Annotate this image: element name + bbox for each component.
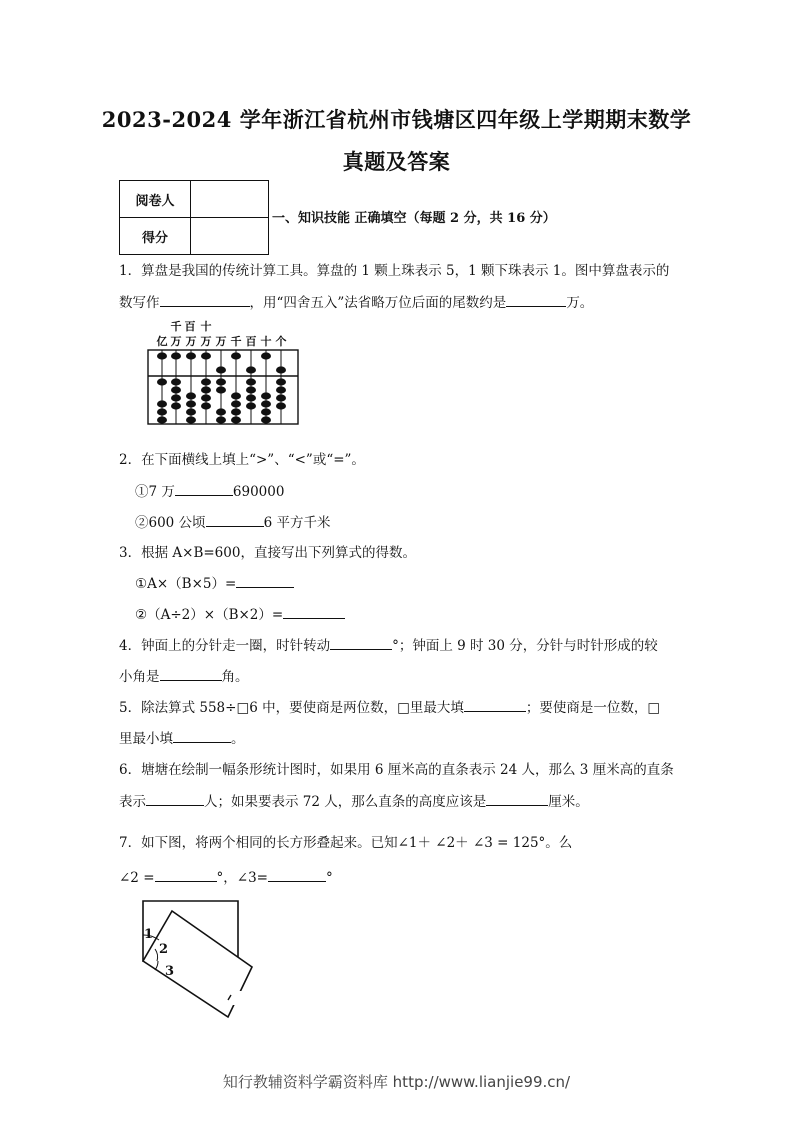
q6-blank-2: [486, 792, 548, 806]
q4-text-c: 小角是: [119, 669, 160, 685]
abacus-bead: [157, 416, 167, 423]
q4-blank-2: [160, 667, 222, 681]
q2-b-left: ②600 公顷: [135, 515, 206, 531]
q5-line2: [119, 727, 245, 747]
abacus-bead: [231, 352, 241, 359]
abacus-bead: [276, 386, 286, 393]
abacus-bead: [157, 400, 167, 407]
q3-a-blank: [236, 574, 294, 588]
abacus-bead: [157, 378, 167, 385]
q5-line1: [119, 696, 660, 716]
abacus-bead: [201, 352, 211, 359]
abacus-bead: [276, 366, 286, 373]
q2-a-left: ①7 万: [135, 484, 175, 500]
abacus-bead: [216, 386, 226, 393]
reviewer-cell: [191, 181, 269, 218]
abacus-label: 百: [245, 335, 257, 348]
q5-text-d: 。: [231, 731, 245, 747]
q4-line1: [119, 634, 658, 654]
q2-a: [135, 480, 284, 500]
q4-line2: [119, 665, 249, 685]
q3-a: [135, 572, 294, 592]
q7-text-b: °，∠3=: [216, 870, 268, 886]
abacus-bead: [261, 408, 271, 415]
abacus-bead: [276, 378, 286, 385]
abacus-bead: [201, 378, 211, 385]
q4-text-b: °；钟面上 9 时 30 分，分针与时针形成的较: [392, 638, 658, 654]
section-heading: 一、知识技能 正确填空（每题 2 分，共 16 分）: [272, 211, 556, 226]
score-label: 得分: [120, 218, 191, 255]
q1-blank-1: [160, 293, 250, 307]
score-cell: [191, 218, 269, 255]
abacus-label: 万: [185, 335, 197, 348]
abacus-bead: [171, 352, 181, 359]
abacus-bead: [246, 394, 256, 401]
abacus-bead: [216, 416, 226, 423]
abacus-bead: [186, 352, 196, 359]
abacus-bead: [171, 386, 181, 393]
abacus-bead: [157, 408, 167, 415]
q4-text-a: 4．钟面上的分针走一圈，时针转动: [119, 638, 331, 654]
abacus-bead: [157, 352, 167, 359]
abacus-bead: [171, 378, 181, 385]
q1-text-a: 数写作: [119, 295, 160, 311]
abacus-bead: [216, 408, 226, 415]
abacus-bead: [246, 402, 256, 409]
abacus-bead: [186, 416, 196, 423]
abacus-bead: [246, 366, 256, 373]
abacus-bead: [201, 394, 211, 401]
q3-b: [135, 603, 345, 623]
abacus-bead: [276, 394, 286, 401]
q7-blank-2: [268, 868, 326, 882]
abacus-bead: [231, 400, 241, 407]
q6-text-b: 人；如果要表示 72 人，那么直条的高度应该是: [204, 794, 487, 810]
abacus-figure: [140, 318, 310, 430]
q1-line2: [119, 291, 593, 311]
q2-b-blank: [206, 513, 264, 527]
q1-text-c: 万。: [566, 295, 594, 311]
abacus-bead: [201, 386, 211, 393]
q6-line2: [119, 790, 589, 810]
abacus-bead: [231, 416, 241, 423]
q3-stem: 3．根据 A×B=600，直接写出下列算式的得数。: [119, 545, 416, 561]
q1-line1: 1．算盘是我国的传统计算工具。算盘的 1 颗上珠表示 5，1 颗下珠表示 1。图中算盘表示的: [119, 263, 670, 279]
q5-blank-1: [464, 698, 526, 712]
q5-text-a: 5．除法算式 558÷□6 中，要使商是两位数，□里最大填: [119, 700, 464, 716]
abacus-bead: [216, 378, 226, 385]
abacus-top-label: 百: [184, 320, 196, 333]
document-title-line1: 2023-2024 学年浙江省杭州市钱塘区四年级上学期期末数学: [101, 107, 692, 132]
q5-blank-2: [173, 729, 231, 743]
q7-blank-1: [155, 868, 217, 882]
q2-b: [135, 511, 330, 531]
q7-line1: 7．如下图，将两个相同的长方形叠起来。已知∠1＋ ∠2＋ ∠3 = 125°。么: [119, 835, 573, 851]
q6-text-a: 表示: [119, 794, 146, 810]
abacus-bead: [261, 352, 271, 359]
q7-line2: [119, 866, 333, 886]
abacus-bead: [231, 408, 241, 415]
abacus-label: 十: [260, 335, 272, 348]
abacus-bead: [246, 378, 256, 385]
q6-line1: 6．塘塘在绘制一幅条形统计图时，如果用 6 厘米高的直条表示 24 人，那么 3 厘米高的直条: [119, 762, 674, 778]
q3-a-text: ①A×（B×5）=: [135, 576, 237, 592]
q4-blank-1: [330, 636, 392, 650]
q3-b-blank: [283, 605, 345, 619]
q4-text-d: 角。: [221, 669, 249, 685]
q6-blank-1: [146, 792, 204, 806]
document-title-line2: 真题及答案: [342, 149, 451, 174]
footer-watermark: 知行教辅资料学霸资料库 http://www.lianjie99.cn/: [222, 1073, 571, 1091]
abacus-bead: [261, 400, 271, 407]
q5-text-c: 里最小填: [119, 731, 173, 747]
abacus-bead: [201, 402, 211, 409]
abacus-bead: [261, 416, 271, 423]
q6-text-c: 厘米。: [548, 794, 589, 810]
q5-text-b: ；要使商是一位数，□: [525, 700, 661, 716]
angle-label-3: 3: [165, 964, 175, 979]
q1-blank-2: [506, 293, 566, 307]
abacus-bead: [186, 408, 196, 415]
abacus-label: 亿: [156, 335, 168, 348]
q3-b-text: ②（A÷2）×（B×2）=: [135, 607, 284, 623]
q2-a-right: 690000: [232, 484, 285, 500]
q2-b-right: 6 平方千米: [263, 515, 331, 531]
q7-text-a: ∠2 =: [119, 870, 155, 886]
abacus-label: 万: [215, 335, 227, 348]
q1-text-b: ，用“四舍五入”法省略万位后面的尾数约是: [249, 295, 507, 311]
angle-label-1: 1: [144, 927, 154, 942]
abacus-top-label: 十: [200, 320, 212, 333]
abacus-label: 千: [230, 335, 242, 348]
abacus-bead: [276, 402, 286, 409]
abacus-label: 个: [275, 335, 287, 348]
abacus-bead: [216, 366, 226, 373]
abacus-label: 万: [200, 335, 212, 348]
abacus-bead: [171, 402, 181, 409]
reviewer-label: 阅卷人: [120, 181, 191, 218]
abacus-bead: [171, 394, 181, 401]
abacus-bead: [261, 392, 271, 399]
q7-text-c: °: [325, 870, 333, 886]
angle-label-2: 2: [159, 942, 169, 957]
q2-a-blank: [175, 482, 233, 496]
abacus-label: 万: [170, 335, 182, 348]
abacus-bead: [186, 392, 196, 399]
abacus-top-label: 千: [170, 320, 182, 333]
abacus-bead: [231, 392, 241, 399]
score-table: [119, 180, 269, 255]
abacus-bead: [246, 386, 256, 393]
abacus-rods: [157, 350, 286, 424]
abacus-bead: [186, 400, 196, 407]
rectangles-figure: [128, 895, 263, 1025]
q2-stem: 2．在下面横线上填上“>”、“<”或“=”。: [119, 452, 365, 468]
